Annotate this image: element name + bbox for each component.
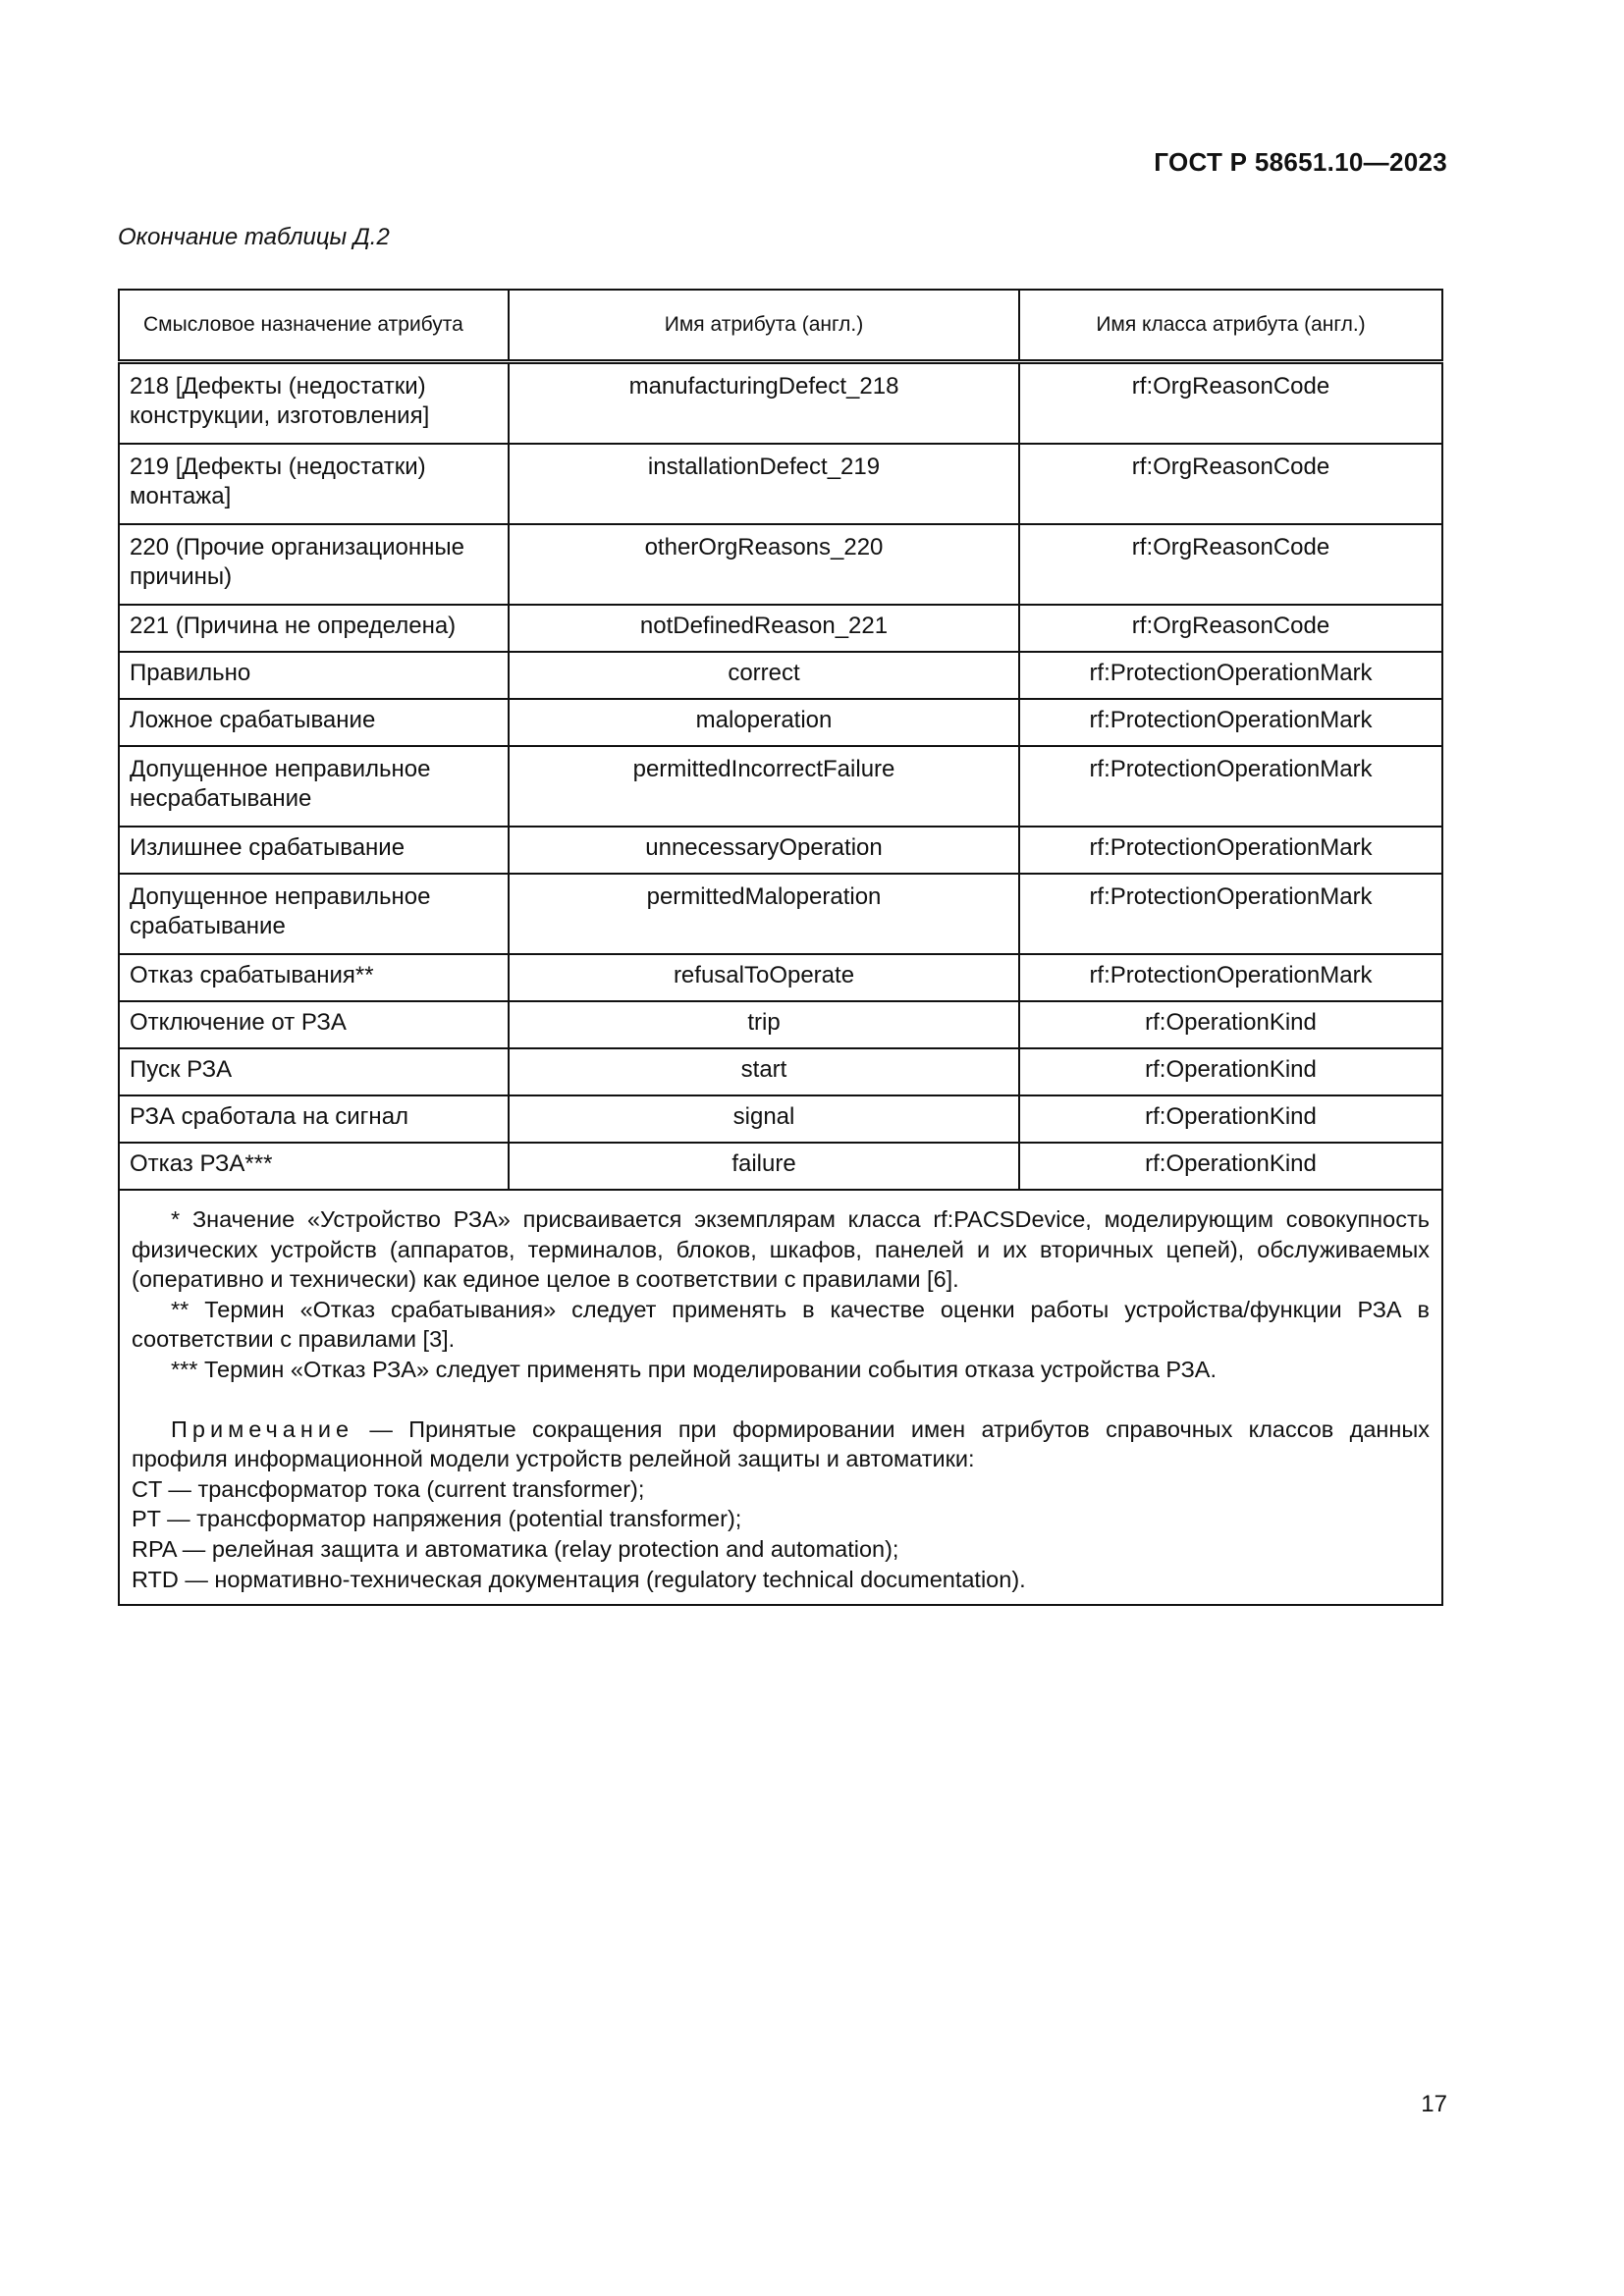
cell-meaning: Излишнее срабатывание: [119, 827, 509, 874]
cell-meaning: Отказ срабатывания**: [119, 954, 509, 1001]
table-row: [119, 746, 1442, 827]
cell-attribute-class: rf:ProtectionOperationMark: [1019, 874, 1442, 954]
cell-attribute-name: notDefinedReason_221: [509, 605, 1019, 652]
cell-attribute-name: otherOrgReasons_220: [509, 524, 1019, 605]
table-row: [119, 1001, 1442, 1048]
table-header-row: [119, 290, 1442, 362]
cell-attribute-name: manufacturingDefect_218: [509, 362, 1019, 445]
footnote-2: ** Термин «Отказ срабатывания» следует применять в качестве оценки работы устройства/функции РЗА в соответствии с правилами [3].: [132, 1296, 1430, 1353]
table-caption: Окончание таблицы Д.2: [118, 224, 390, 250]
table-notes: [119, 1190, 1442, 1605]
cell-attribute-name: permittedIncorrectFailure: [509, 746, 1019, 827]
note-text: — Принятые сокращения при формировании имен атрибутов справочных классов данных профиля информационной модели устройств релейной защиты и автоматики:: [132, 1415, 1430, 1472]
attributes-table: [118, 289, 1443, 1606]
cell-attribute-name: failure: [509, 1143, 1019, 1190]
cell-attribute-class: rf:ProtectionOperationMark: [1019, 954, 1442, 1001]
cell-attribute-class: rf:ProtectionOperationMark: [1019, 699, 1442, 746]
column-header-meaning: Смысловое назначение атрибута: [119, 290, 509, 362]
cell-meaning: Допущенное неправильное срабатывание: [119, 874, 509, 954]
abbreviation-item: PT — трансформатор напряжения (potential transformer);: [132, 1506, 742, 1532]
cell-attribute-name: start: [509, 1048, 1019, 1095]
cell-attribute-class: rf:OperationKind: [1019, 1143, 1442, 1190]
cell-meaning: Допущенное неправильное несрабатывание: [119, 746, 509, 827]
table-row: [119, 605, 1442, 652]
cell-attribute-name: signal: [509, 1095, 1019, 1143]
cell-attribute-class: rf:ProtectionOperationMark: [1019, 827, 1442, 874]
cell-attribute-class: rf:OrgReasonCode: [1019, 524, 1442, 605]
footnote-1: * Значение «Устройство РЗА» присваивается экземплярам класса rf:PACSDevice, моделирующим совокупность физических устройств (аппаратов, терминалов, блоков, шкафов, панелей и их вторичных цепей), обслуживаемых (оперативно и технически) как единое целое в соответствии с правилами [6].: [132, 1206, 1430, 1293]
cell-meaning: 219 [Дефекты (недостатки) монтажа]: [119, 444, 509, 524]
cell-attribute-class: rf:OrgReasonCode: [1019, 362, 1442, 445]
table-row: [119, 524, 1442, 605]
column-header-attribute-name: Имя атрибута (англ.): [509, 290, 1019, 362]
cell-attribute-name: installationDefect_219: [509, 444, 1019, 524]
column-header-attribute-class: Имя класса атрибута (англ.): [1019, 290, 1442, 362]
abbreviation-item: RPA — релейная защита и автоматика (relay protection and automation);: [132, 1535, 899, 1562]
cell-attribute-class: rf:OperationKind: [1019, 1001, 1442, 1048]
cell-attribute-name: permittedMaloperation: [509, 874, 1019, 954]
table-row: [119, 699, 1442, 746]
table-row: [119, 1095, 1442, 1143]
notes-spacer: [132, 1385, 1430, 1415]
cell-attribute-name: maloperation: [509, 699, 1019, 746]
cell-attribute-name: unnecessaryOperation: [509, 827, 1019, 874]
note-label: Примечание: [171, 1415, 354, 1442]
cell-meaning: Ложное срабатывание: [119, 699, 509, 746]
cell-attribute-name: refusalToOperate: [509, 954, 1019, 1001]
table-row: [119, 1143, 1442, 1190]
cell-meaning: Правильно: [119, 652, 509, 699]
table-row: [119, 1048, 1442, 1095]
cell-attribute-class: rf:OperationKind: [1019, 1095, 1442, 1143]
footnote-3: *** Термин «Отказ РЗА» следует применять при моделировании события отказа устройства РЗА.: [171, 1356, 1217, 1382]
table-row: [119, 874, 1442, 954]
table-row: [119, 362, 1442, 445]
cell-meaning: Пуск РЗА: [119, 1048, 509, 1095]
table-row: [119, 444, 1442, 524]
cell-meaning: Отключение от РЗА: [119, 1001, 509, 1048]
cell-attribute-class: rf:ProtectionOperationMark: [1019, 652, 1442, 699]
cell-attribute-name: trip: [509, 1001, 1019, 1048]
cell-meaning: 221 (Причина не определена): [119, 605, 509, 652]
cell-attribute-class: rf:OrgReasonCode: [1019, 605, 1442, 652]
cell-attribute-class: rf:OrgReasonCode: [1019, 444, 1442, 524]
table-row: [119, 954, 1442, 1001]
table-row: [119, 652, 1442, 699]
document-code: ГОСТ Р 58651.10—2023: [1154, 147, 1447, 177]
abbreviation-item: RTD — нормативно-техническая документация (regulatory technical documentation).: [132, 1566, 1026, 1592]
cell-meaning: РЗА сработала на сигнал: [119, 1095, 509, 1143]
cell-meaning: 220 (Прочие организационные причины): [119, 524, 509, 605]
cell-attribute-class: rf:ProtectionOperationMark: [1019, 746, 1442, 827]
cell-attribute-name: correct: [509, 652, 1019, 699]
abbreviation-item: CT — трансформатор тока (current transformer);: [132, 1475, 645, 1502]
cell-meaning: Отказ РЗА***: [119, 1143, 509, 1190]
cell-attribute-class: rf:OperationKind: [1019, 1048, 1442, 1095]
notes-row: [119, 1190, 1442, 1605]
page-number: 17: [1421, 2091, 1447, 2117]
table-row: [119, 827, 1442, 874]
cell-meaning: 218 [Дефекты (недостатки) конструкции, изготовления]: [119, 362, 509, 445]
note-paragraph: [132, 1415, 1430, 1474]
